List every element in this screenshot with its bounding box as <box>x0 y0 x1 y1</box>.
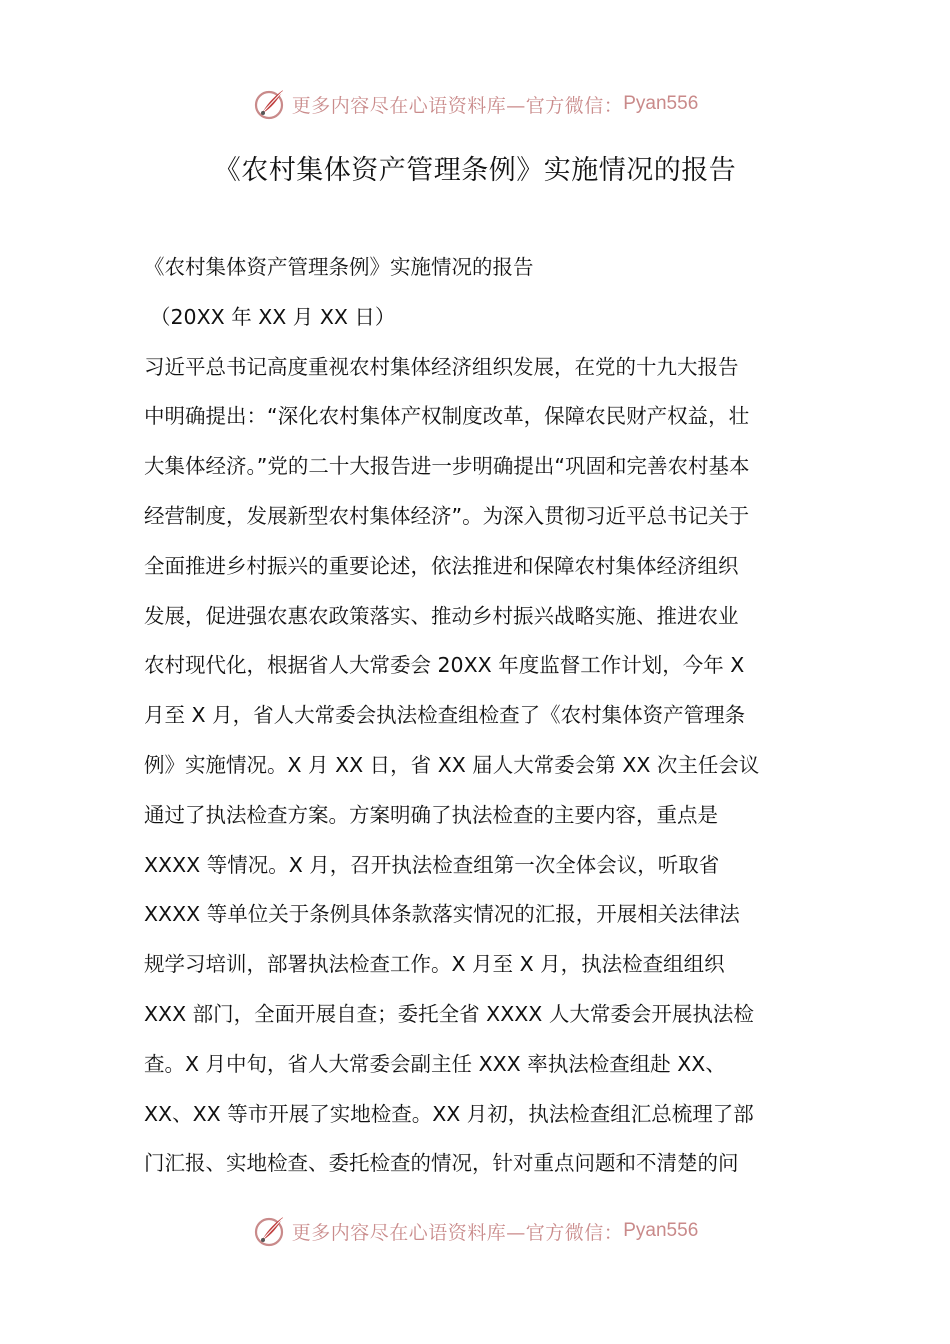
body-line: 经营制度，发展新型农村集体经济”。为深入贯彻习近平总书记关于 <box>144 503 750 528</box>
footer-site-text: 更多内容尽在心语资料库—官方微信： <box>291 1221 624 1244</box>
header-site-text: 更多内容尽在心语资料库—官方微信： <box>291 94 624 117</box>
footer-banner <box>0 1211 950 1251</box>
body-line: 查。X 月中旬，省人大常委会副主任 XXX 率执法检查组赴 XX、 <box>144 1051 726 1076</box>
body-line: 习近平总书记高度重视农村集体经济组织发展，在党的十九大报告 <box>144 354 739 379</box>
body-line: 全面推进乡村振兴的重要论述，依法推进和保障农村集体经济组织 <box>144 553 739 578</box>
quill-pen-logo-icon <box>252 86 288 122</box>
body-paragraph <box>144 343 808 1190</box>
document-date: （20XX 年 XX 月 XX 日） <box>150 304 396 329</box>
quill-pen-logo-icon <box>252 1213 288 1249</box>
header-wechat-id: Pyan556 <box>623 93 699 114</box>
body-line: 通过了执法检查方案。方案明确了执法检查的主要内容，重点是 <box>144 802 718 827</box>
body-line: 月至 X 月，省人大常委会执法检查组检查了《农村集体资产管理条 <box>144 703 746 728</box>
document-subtitle: 《农村集体资产管理条例》实施情况的报告 <box>144 255 534 279</box>
header-banner <box>0 84 950 124</box>
body-line: XXXX 等情况。X 月，召开执法检查组第一次全体会议，听取省 <box>144 852 720 877</box>
document-title: 《农村集体资产管理条例》实施情况的报告 <box>213 155 737 186</box>
body-line: XXX 部门，全面开展自查；委托全省 XXXX 人大常委会开展执法检 <box>144 1001 754 1026</box>
body-line: 发展，促进强农惠农政策落实、推动乡村振兴战略实施、推进农业 <box>144 603 739 628</box>
body-line: 中明确提出：“深化农村集体产权制度改革，保障农民财产权益，壮 <box>144 404 750 429</box>
body-line: 门汇报、实地检查、委托检查的情况，针对重点问题和不清楚的问 <box>144 1151 739 1176</box>
body-line: XXXX 等单位关于条例具体条款落实情况的汇报，开展相关法律法 <box>144 902 740 927</box>
body-line: 规学习培训，部署执法检查工作。X 月至 X 月，执法检查组组织 <box>144 952 725 977</box>
body-line: 大集体经济。”党的二十大报告进一步明确提出“巩固和完善农村基本 <box>144 454 750 479</box>
body-line: 例》实施情况。X 月 XX 日，省 XX 届人大常委会第 XX 次主任会议 <box>144 752 760 777</box>
document-body <box>144 243 808 1189</box>
footer-wechat-id: Pyan556 <box>623 1220 699 1241</box>
body-line: XX、XX 等市开展了实地检查。XX 月初，执法检查组汇总梳理了部 <box>144 1101 754 1126</box>
body-line: 农村现代化，根据省人大常委会 20XX 年度监督工作计划，今年 X <box>144 653 745 678</box>
